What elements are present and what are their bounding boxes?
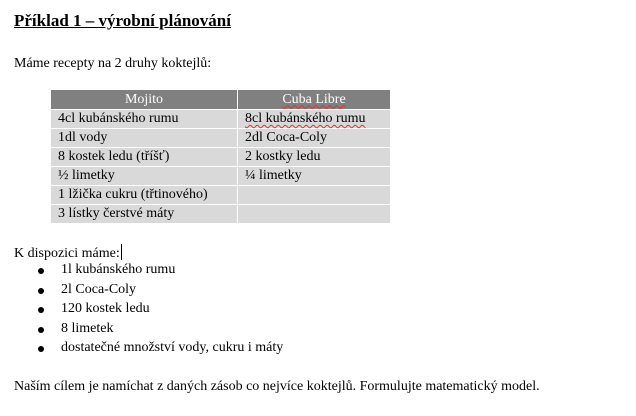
table-cell-cuba-libre: ¼ limetky (238, 167, 391, 186)
table-row (51, 205, 390, 224)
available-list (0, 262, 283, 360)
list-item (0, 321, 283, 341)
table-cell-cuba-libre (238, 205, 391, 224)
list-item (0, 301, 283, 321)
table-cell-mojito: 1 lžička cukru (třtinového) (51, 186, 238, 205)
goal-paragraph: Naším cílem je namíchat z daných zásob co nejvíce koktejlů. Formulujte matematický model. (14, 379, 540, 394)
table-header-row (51, 90, 390, 110)
table-cell-mojito: 8 kostek ledu (tříšť) (51, 148, 238, 167)
table-cell-cuba-libre (238, 186, 391, 205)
table-cell-cuba-libre (238, 110, 391, 129)
table-row (51, 148, 390, 167)
text-cursor (121, 244, 122, 260)
available-paragraph[interactable] (14, 244, 122, 262)
list-item-text: 2l Coca-Coly (61, 281, 137, 297)
recipes-table (51, 90, 390, 224)
table-cell-cuba-libre: 2dl Coca-Coly (238, 129, 391, 148)
column-header-cuba-libre-label: Cuba Libre (282, 91, 346, 107)
bullet-icon (38, 327, 44, 333)
list-item-text: dostatečné množství vody, cukru i máty (61, 340, 284, 355)
list-item-text: 120 kostek ledu (61, 301, 150, 316)
column-header-cuba-libre (238, 90, 391, 110)
cell-text: 8cl kubánského rumu (245, 111, 366, 126)
table-cell-mojito: 4cl kubánského rumu (51, 110, 238, 129)
bullet-icon (38, 307, 44, 313)
list-item (0, 262, 283, 282)
table-row (51, 110, 390, 129)
table-row (51, 129, 390, 148)
bullet-icon (38, 268, 44, 274)
bullet-icon (38, 288, 44, 294)
table-cell-cuba-libre: 2 kostky ledu (238, 148, 391, 167)
table-cell-mojito: ½ limetky (51, 167, 238, 186)
intro-paragraph: Máme recepty na 2 druhy koktejlů: (14, 56, 212, 71)
table-row (51, 186, 390, 205)
list-item (0, 340, 283, 360)
table-cell-mojito: 1dl vody (51, 129, 238, 148)
page-title: Příklad 1 – výrobní plánování (14, 11, 231, 30)
table-row (51, 167, 390, 186)
list-item-text: 1l kubánského rumu (61, 262, 176, 277)
list-item-text: 8 limetek (61, 320, 114, 336)
list-item (0, 282, 283, 302)
available-heading: K dispozici máme: (14, 246, 120, 261)
column-header-mojito: Mojito (51, 90, 238, 110)
table-cell-mojito: 3 lístky čerstvé máty (51, 205, 238, 224)
bullet-icon (38, 346, 44, 352)
